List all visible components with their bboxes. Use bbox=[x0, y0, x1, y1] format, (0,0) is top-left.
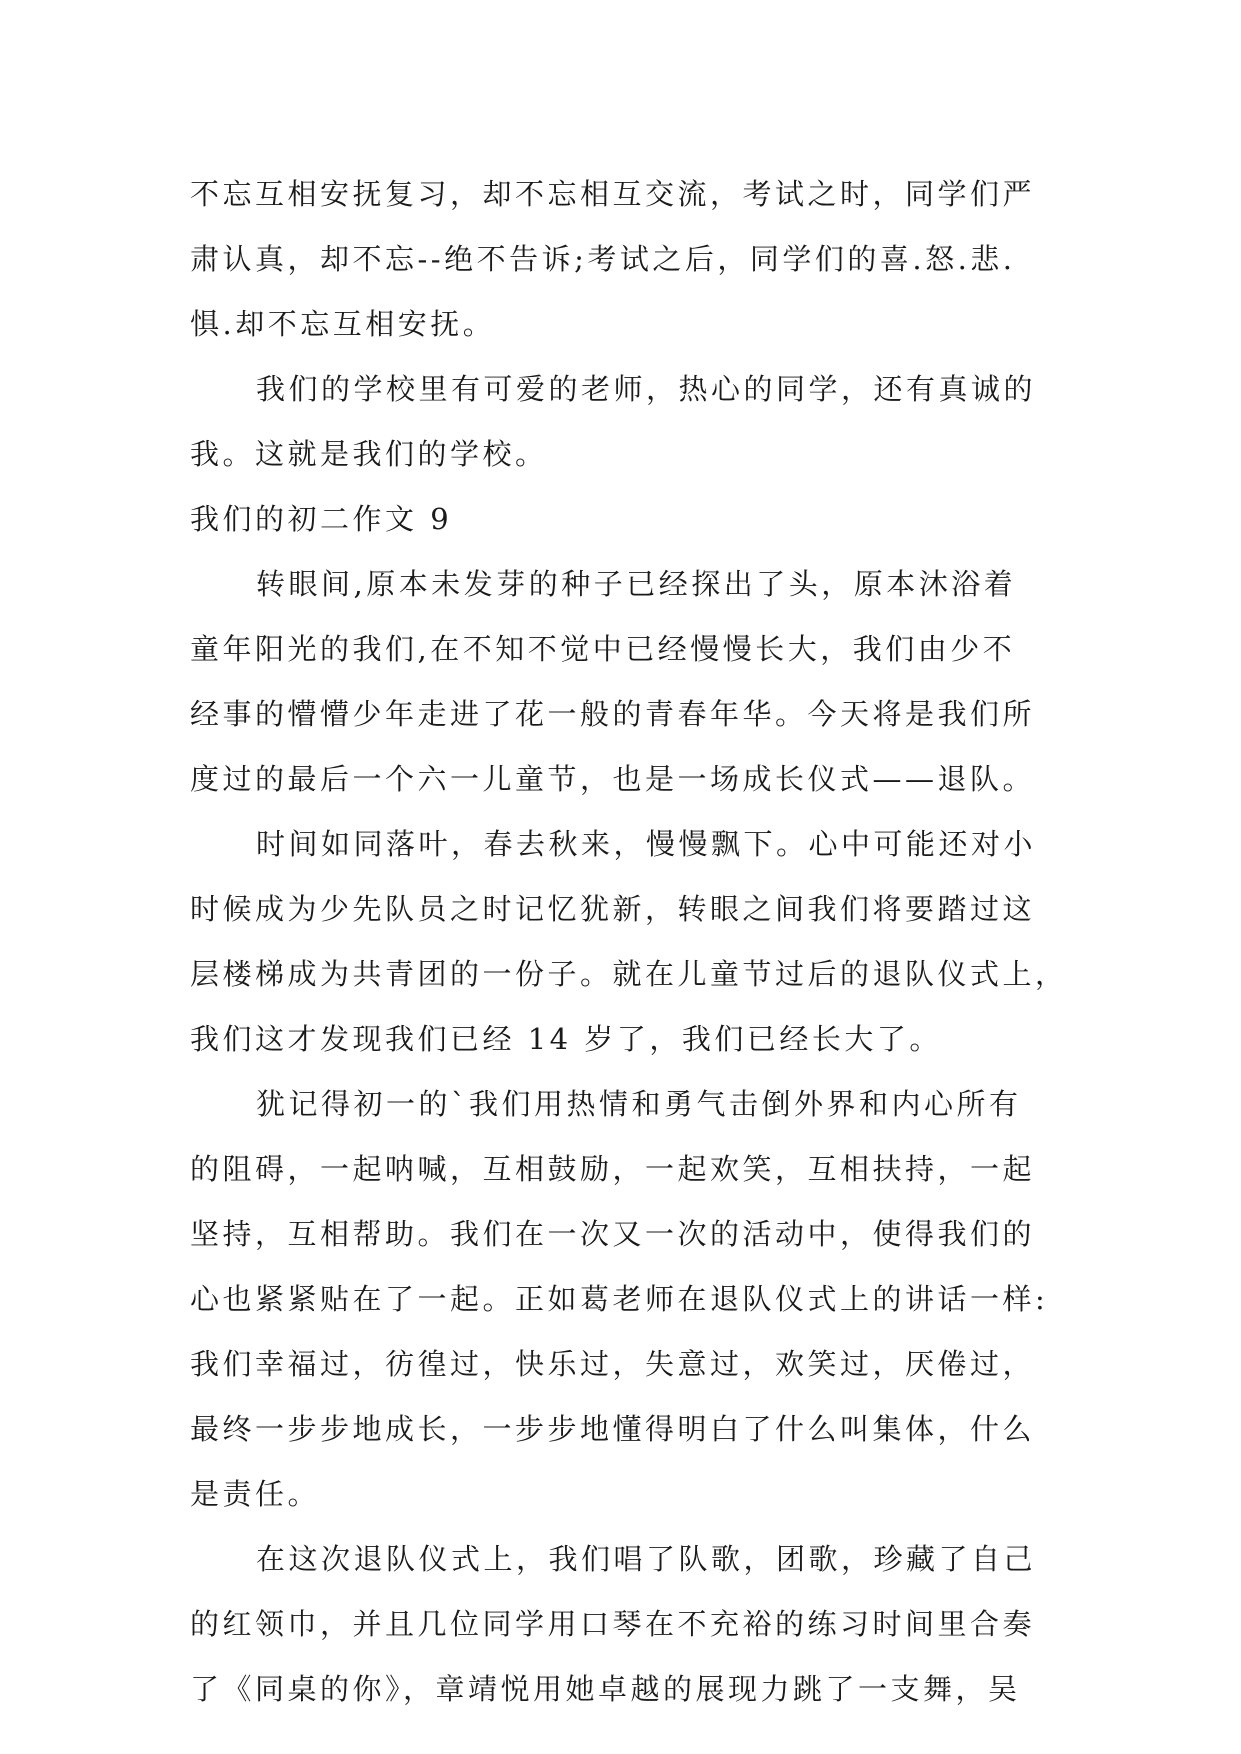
text-line: 时间如同落叶，春去秋来，慢慢飘下。心中可能还对小 bbox=[256, 827, 1037, 861]
text-line: 我们幸福过，彷徨过，快乐过，失意过，欢笑过，厌倦过， bbox=[190, 1347, 1036, 1381]
text-line: 我们这才发现我们已经 14 岁了，我们已经长大了。 bbox=[190, 1022, 942, 1056]
text-line: 我。这就是我们的学校。 bbox=[190, 437, 548, 471]
heading-text: 我们的初二作文 9 bbox=[190, 502, 453, 536]
text-line: 犹记得初一的`我们用热情和勇气击倒外界和内心所有 bbox=[256, 1087, 1022, 1121]
paragraph bbox=[190, 552, 1050, 812]
text-line: 的红领巾，并且几位同学用口琴在不充裕的练习时间里合奏 bbox=[190, 1607, 1036, 1641]
text-line: 度过的最后一个六一儿童节，也是一场成长仪式——退队。 bbox=[190, 762, 1036, 796]
text-line: 童年阳光的我们,在不知不觉中已经慢慢长大，我们由少不 bbox=[190, 632, 1016, 666]
text-line: 坚持，互相帮助。我们在一次又一次的活动中，使得我们的 bbox=[190, 1217, 1036, 1251]
text-line: 是责任。 bbox=[190, 1477, 321, 1511]
paragraph bbox=[190, 812, 1068, 1072]
paragraph bbox=[190, 162, 1050, 357]
text-line: 肃认真，却不忘--绝不告诉;考试之后，同学们的喜.怒.悲. bbox=[190, 242, 1016, 276]
section-heading bbox=[190, 487, 1050, 552]
text-line: 转眼间,原本未发芽的种子已经探出了头，原本沐浴着 bbox=[256, 567, 1017, 601]
paragraph bbox=[190, 1527, 1050, 1722]
text-line: 最终一步步地成长，一步步地懂得明白了什么叫集体，什么 bbox=[190, 1412, 1036, 1446]
text-line: 经事的懵懵少年走进了花一般的青春年华。今天将是我们所 bbox=[190, 697, 1036, 731]
text-line: 惧.却不忘互相安抚。 bbox=[190, 307, 496, 341]
text-line: 我们的学校里有可爱的老师，热心的同学，还有真诚的 bbox=[256, 372, 1037, 406]
text-line: 心也紧紧贴在了一起。正如葛老师在退队仪式上的讲话一样: bbox=[190, 1282, 1049, 1316]
text-line: 不忘互相安抚复习，却不忘相互交流，考试之时，同学们严 bbox=[190, 177, 1036, 211]
text-line: 层楼梯成为共青团的一份子。就在儿童节过后的退队仪式上， bbox=[190, 957, 1068, 991]
text-line: 时候成为少先队员之时记忆犹新，转眼之间我们将要踏过这 bbox=[190, 892, 1036, 926]
text-line: 了《同桌的你》，章靖悦用她卓越的展现力跳了一支舞，吴 bbox=[190, 1672, 1021, 1706]
paragraph bbox=[190, 357, 1050, 487]
paragraph bbox=[190, 1072, 1050, 1527]
text-line: 在这次退队仪式上，我们唱了队歌，团歌，珍藏了自己 bbox=[256, 1542, 1037, 1576]
text-line: 的阻碍，一起呐喊，互相鼓励，一起欢笑，互相扶持，一起 bbox=[190, 1152, 1036, 1186]
document-body bbox=[190, 162, 1068, 1722]
